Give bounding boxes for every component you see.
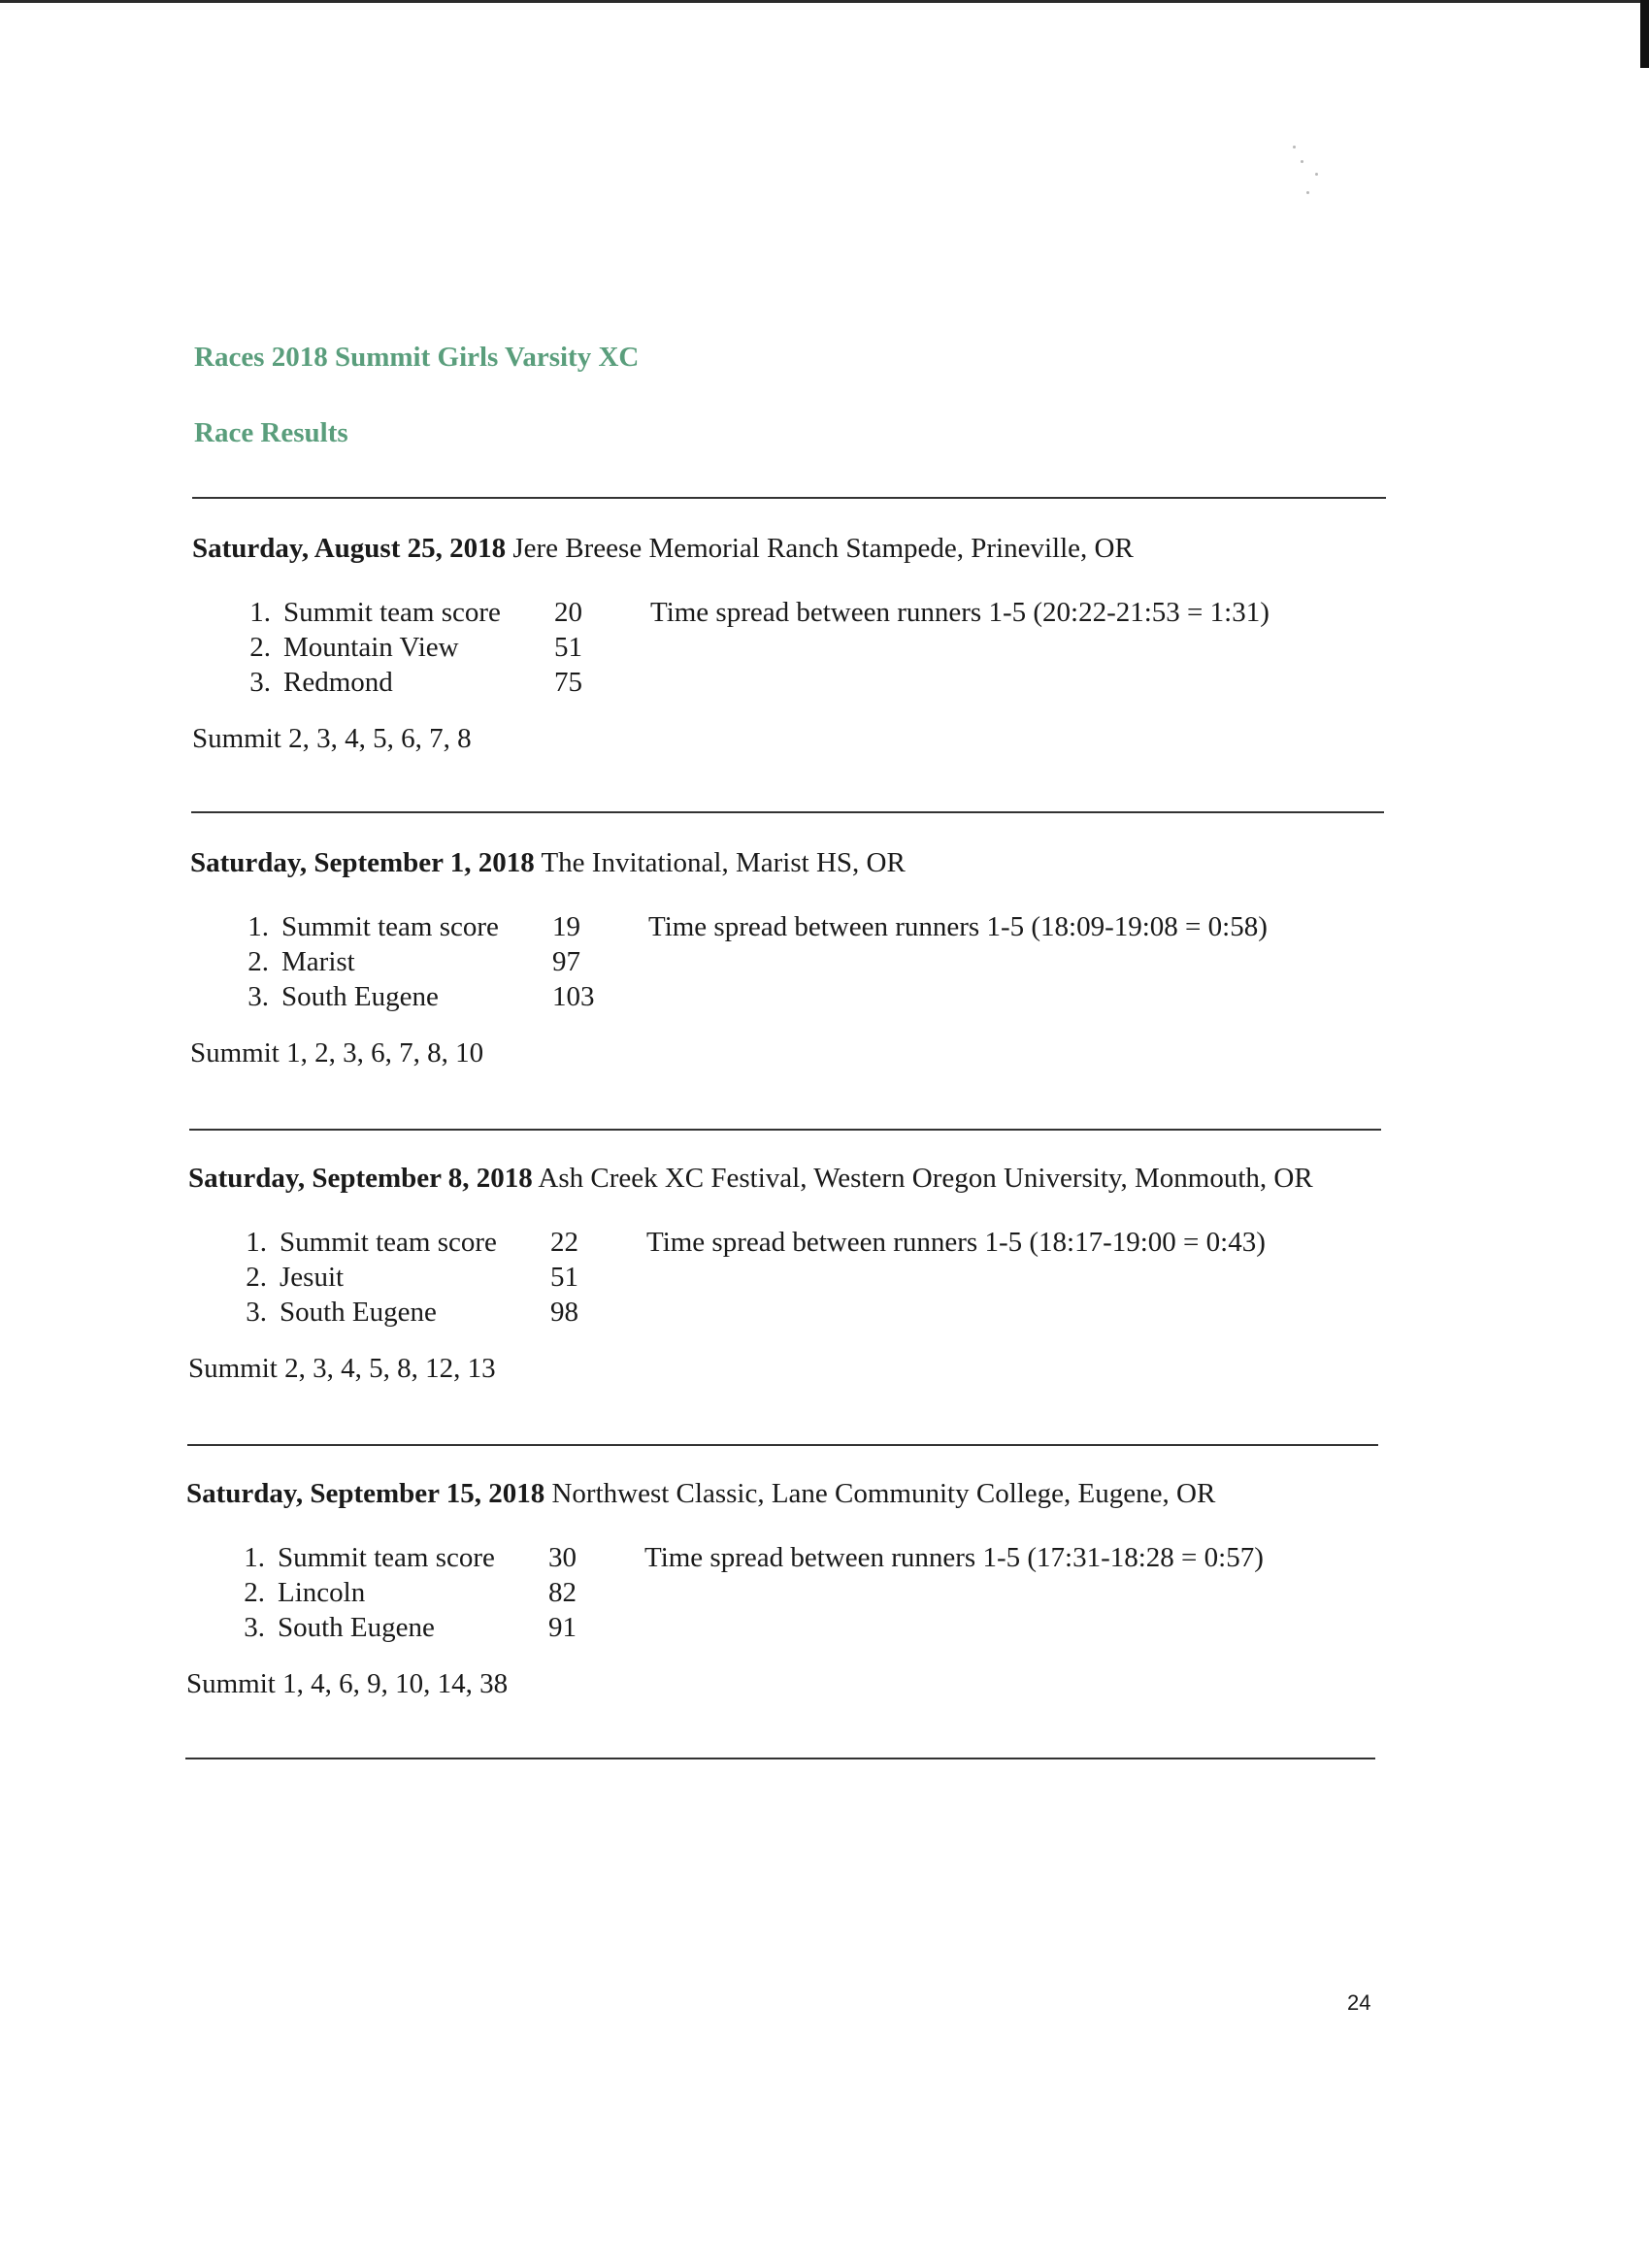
summit-places: Summit 2, 3, 4, 5, 8, 12, 13 — [188, 1353, 496, 1384]
place-number: 3. — [246, 1297, 267, 1328]
team-score: 103 — [552, 981, 595, 1012]
team-name: Summit team score — [281, 911, 499, 942]
team-score: 30 — [548, 1542, 577, 1573]
team-name: Summit team score — [283, 597, 501, 628]
time-spread: Time spread between runners 1-5 (18:09-19:08 = 0:58) — [648, 911, 1268, 942]
race-heading — [188, 1163, 1313, 1195]
team-score: 51 — [554, 632, 582, 663]
race-section — [186, 1478, 1448, 1769]
place-number: 3. — [249, 667, 271, 698]
document-title: Races 2018 Summit Girls Varsity XC — [194, 342, 640, 373]
scan-edge-right — [1640, 0, 1649, 68]
place-number: 3. — [244, 1612, 265, 1643]
race-date: Saturday, September 8, 2018 — [188, 1163, 533, 1194]
race-section — [188, 1163, 1450, 1454]
team-name: South Eugene — [280, 1297, 437, 1328]
race-section — [190, 847, 1452, 1138]
team-name: Redmond — [283, 667, 393, 698]
section-divider — [187, 1444, 1378, 1446]
place-number: 3. — [247, 981, 269, 1012]
summit-places: Summit 2, 3, 4, 5, 6, 7, 8 — [192, 723, 472, 754]
place-number: 2. — [247, 946, 269, 977]
race-section — [192, 533, 1454, 824]
place-number: 1. — [244, 1542, 265, 1573]
scan-edge-top — [0, 0, 1649, 3]
place-number: 2. — [249, 632, 271, 663]
place-number: 1. — [249, 597, 271, 628]
team-name: Summit team score — [278, 1542, 495, 1573]
team-name: Mountain View — [283, 632, 459, 663]
race-heading — [192, 533, 1134, 565]
place-number: 1. — [246, 1227, 267, 1258]
race-event: Northwest Classic, Lane Community College, Eugene, OR — [551, 1478, 1216, 1509]
race-heading — [186, 1478, 1215, 1510]
team-score: 51 — [550, 1262, 578, 1293]
place-number: 2. — [246, 1262, 267, 1293]
team-name: Summit team score — [280, 1227, 497, 1258]
team-name: Marist — [281, 946, 355, 977]
time-spread: Time spread between runners 1-5 (18:17-19:00 = 0:43) — [646, 1227, 1266, 1258]
race-date: Saturday, September 15, 2018 — [186, 1478, 545, 1509]
team-score: 20 — [554, 597, 582, 628]
team-score: 91 — [548, 1612, 577, 1643]
section-divider — [192, 497, 1386, 499]
team-name: Jesuit — [280, 1262, 345, 1293]
team-score: 22 — [550, 1227, 578, 1258]
scan-speck — [1315, 173, 1318, 176]
section-divider — [189, 1129, 1381, 1131]
page-number: 24 — [1347, 1990, 1371, 2015]
section-divider — [185, 1758, 1375, 1759]
team-score: 97 — [552, 946, 580, 977]
team-score: 82 — [548, 1577, 577, 1608]
scan-speck — [1293, 146, 1296, 148]
section-divider — [191, 811, 1384, 813]
team-score: 75 — [554, 667, 582, 698]
team-name: South Eugene — [281, 981, 439, 1012]
race-heading — [190, 847, 906, 879]
race-date: Saturday, August 25, 2018 — [192, 533, 507, 564]
document-subtitle: Race Results — [194, 417, 348, 448]
scan-speck — [1306, 191, 1309, 194]
summit-places: Summit 1, 2, 3, 6, 7, 8, 10 — [190, 1037, 484, 1068]
race-event: Ash Creek XC Festival, Western Oregon University, Monmouth, OR — [538, 1163, 1313, 1194]
race-event: Jere Breese Memorial Ranch Stampede, Prineville, OR — [512, 533, 1134, 564]
team-name: Lincoln — [278, 1577, 366, 1608]
time-spread: Time spread between runners 1-5 (17:31-18:28 = 0:57) — [644, 1542, 1264, 1573]
scan-speck — [1301, 160, 1303, 163]
summit-places: Summit 1, 4, 6, 9, 10, 14, 38 — [186, 1668, 509, 1699]
race-date: Saturday, September 1, 2018 — [190, 847, 535, 878]
place-number: 1. — [247, 911, 269, 942]
team-name: South Eugene — [278, 1612, 435, 1643]
team-score: 98 — [550, 1297, 578, 1328]
place-number: 2. — [244, 1577, 265, 1608]
race-event: The Invitational, Marist HS, OR — [541, 847, 906, 878]
time-spread: Time spread between runners 1-5 (20:22-21:53 = 1:31) — [650, 597, 1270, 628]
team-score: 19 — [552, 911, 580, 942]
